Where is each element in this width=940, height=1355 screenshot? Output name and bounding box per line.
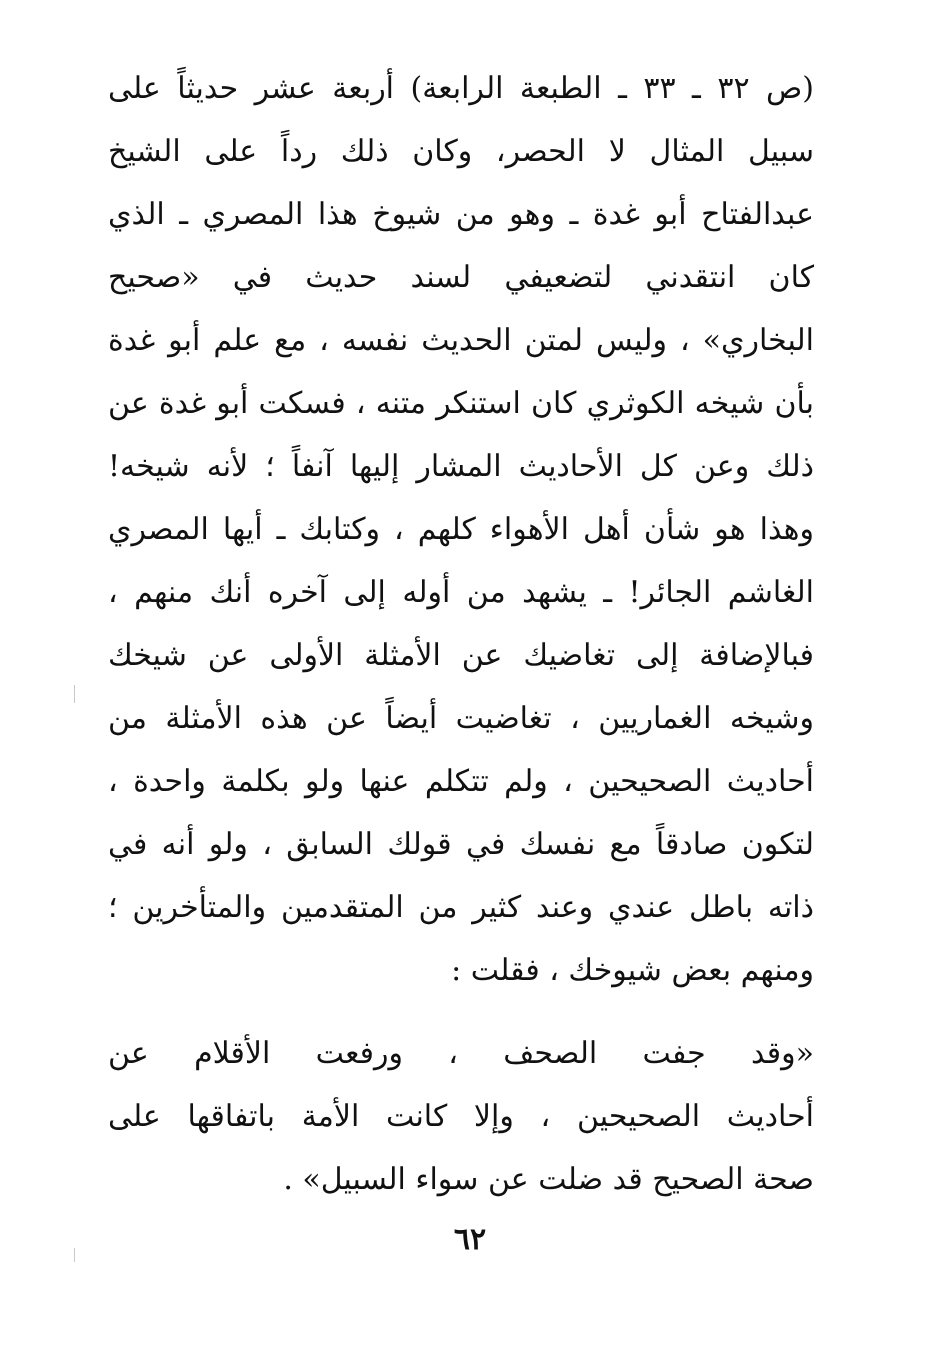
text-line: ذاته باطل عندي وعند كثير من المتقدمين والمتأخرين ؛ (108, 890, 814, 925)
text-line: البخاري» ، وليس لمتن الحديث نفسه ، مع علم أبو غدة (108, 323, 814, 358)
text-line: «وقد جفت الصحف ، ورفعت الأقلام عن (108, 1036, 814, 1071)
text-line: عبدالفتاح أبو غدة ـ وهو من شيوخ هذا المصري ـ الذي (108, 197, 814, 232)
text-line: كان انتقدني لتضعيفي لسند حديث في «صحيح (108, 260, 814, 295)
text-line: لتكون صادقاً مع نفسك في قولك السابق ، ولو أنه في (108, 827, 814, 862)
main-paragraph (108, 57, 814, 1002)
quote-paragraph (108, 1022, 814, 1211)
text-line: أحاديث الصحيحين ، وإلا كانت الأمة باتفاقها على (108, 1099, 814, 1134)
text-line: فبالإضافة إلى تغاضيك عن الأمثلة الأولى عن شيخك (108, 638, 814, 673)
page-number: ٦٢ (453, 1222, 487, 1257)
text-line: بأن شيخه الكوثري كان استنكر متنه ، فسكت أبو غدة عن (108, 386, 814, 421)
text-line: وشيخه الغماريين ، تغاضيت أيضاً عن هذه الأمثلة من (108, 701, 814, 736)
text-line: الغاشم الجائر! ـ يشهد من أوله إلى آخره أنك منهم ، (108, 575, 814, 610)
text-line: ومنهم بعض شيوخك ، فقلت : (451, 953, 814, 988)
text-line: وهذا هو شأن أهل الأهواء كلهم ، وكتابك ـ أيها المصري (108, 512, 814, 547)
text-line: (ص ٣٢ ـ ٣٣ ـ الطبعة الرابعة) أربعة عشر حديثاً على (108, 71, 815, 106)
text-line: ذلك وعن كل الأحاديث المشار إليها آنفاً ؛ لأنه شيخه! (108, 449, 814, 484)
text-line: صحة الصحيح قد ضلت عن سواء السبيل» . (283, 1162, 814, 1197)
margin-mark (74, 685, 75, 703)
text-line: سبيل المثال لا الحصر، وكان ذلك رداً على الشيخ (108, 134, 814, 169)
text-line: أحاديث الصحيحين ، ولم تتكلم عنها ولو بكلمة واحدة ، (108, 764, 814, 799)
